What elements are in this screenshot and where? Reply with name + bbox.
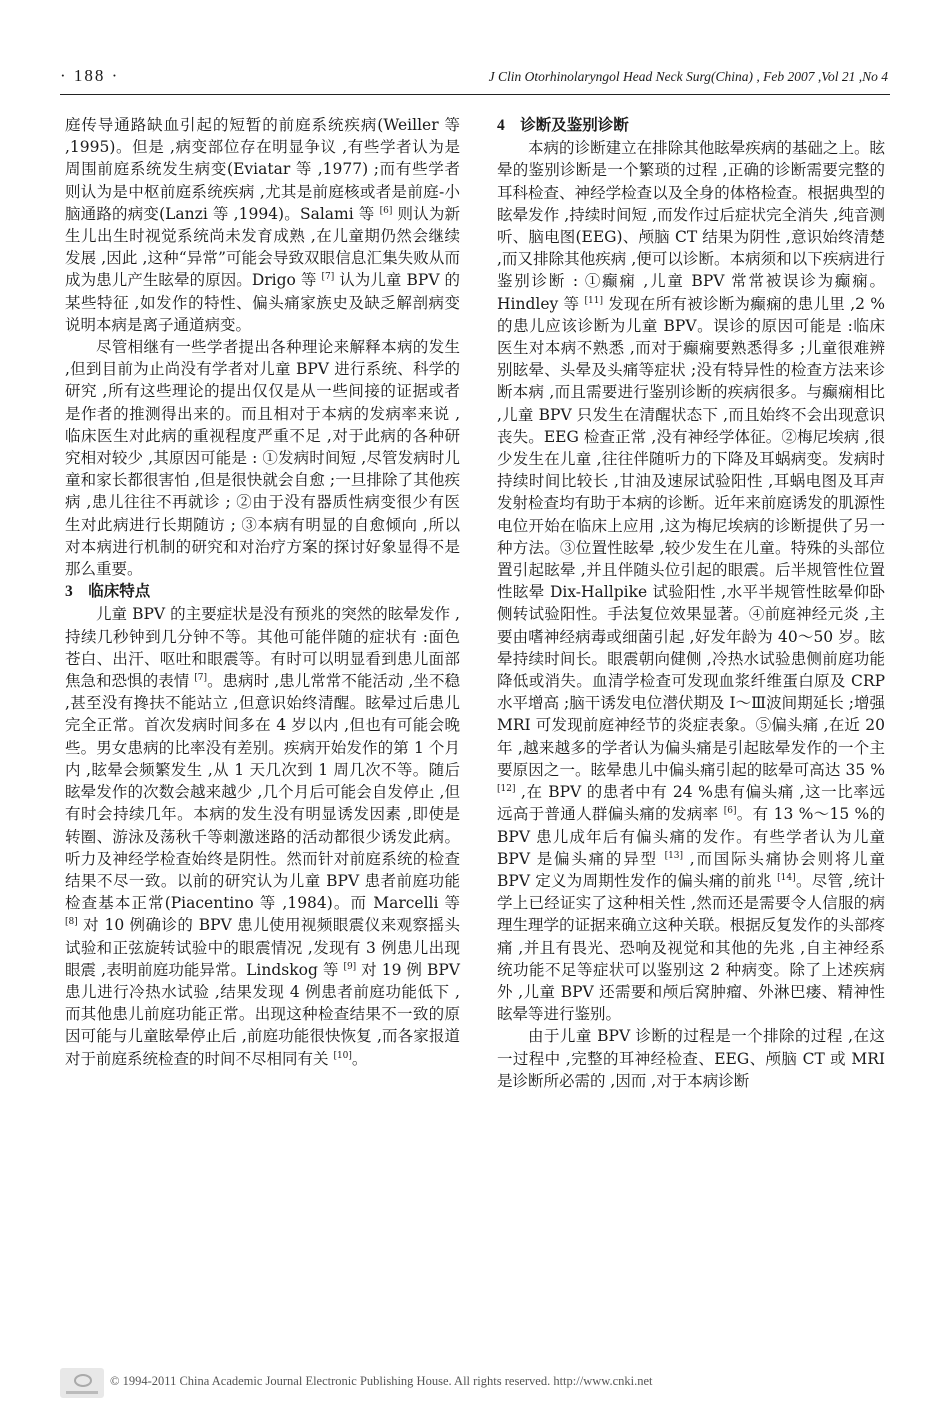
header-rule (60, 94, 890, 95)
reference-marker: [8] (65, 917, 78, 928)
section-heading (497, 114, 885, 137)
reference-marker: [10] (333, 1050, 352, 1061)
reference-marker: [6] (379, 205, 393, 216)
reference-marker: [7] (194, 672, 208, 683)
reference-marker: [14] (777, 872, 796, 883)
reference-marker: [13] (664, 850, 684, 861)
section-heading (65, 580, 460, 603)
section-title: 诊断及鉴别诊断 (520, 116, 629, 134)
journal-citation: J Clin Otorhinolaryngol Head Neck Surg(China) , Feb 2007 ,Vol 21 ,No 4 (488, 69, 888, 84)
right-column (497, 114, 885, 1092)
body-paragraph: 由于儿童 BPV 诊断的过程是一个排除的过程 ,在这一过程中 ,完整的耳神经检查、EEG、颅脑 CT 或 MRI 是诊断所必需的 ,因而 ,对于本病诊断 (497, 1027, 885, 1090)
section-title: 临床特点 (88, 582, 151, 601)
section-number: 3 (65, 583, 73, 601)
cnki-logo-icon (60, 1368, 104, 1398)
body-paragraph: 尽管相继有一些学者提出各种理论来解释本病的发生 ,但到目前为止尚没有学者对儿童 BPV 进行系统、科学的研究 ,所有这些理论的提出仅仅是从一些间接的证据或者是作者的推测得出来的。而且相对于本病的发病率来说 ,临床医生对此病的重视程度严重不足 ,对于此病的各种研究相对较少 ,其原因可能是 : ①发病时间短 ,尽管发病时儿童和家长都很害怕 ,但是很快就会自愈 ;一旦排除了其他疾病 ,患儿往往不再就诊 ; ②由于没有器质性病变很少有医生对此病进行长期随访 ; ③本病有明显的自愈倾向 ,所以对本病进行机制的研究和对治疗方案的探讨好象显得不是那么重要。 (65, 338, 460, 579)
reference-marker: [11] (584, 295, 603, 306)
copyright-text: © 1994-2011 China Academic Journal Electronic Publishing House. All rights reserved. http://www.cnki.net (110, 1374, 653, 1388)
page-footer (60, 1366, 890, 1402)
left-column (65, 114, 460, 1070)
reference-marker: [7] (321, 272, 335, 283)
body-paragraph: 庭传导通路缺血引起的短暂的前庭系统疾病(Weiller 等 ,1995)。但是 ,病变部位存在明显争议 ,有些学者认为是周围前庭系统发生病变(Eviatar 等 ,1977) ;而有些学者则认为是中枢前庭系统疾病 ,尤其是前庭核或者是前庭-小脑通路的病变(Lanzi 等 ,1994)。Salami 等 [6] 则认为新生儿出生时视觉系统尚未发育成熟 ,在儿童期仍然会继续发展 ,因此 ,这种“异常”可能会导致双眼信息汇集失败从而成为患儿产生眩晕的原因。Drigo 等 [7] 认为儿童 BPV 的某些特征 ,如发作的特性、偏头痛家族史及缺乏解剖病变说明本病是离子通道病变。 (65, 116, 461, 334)
reference-marker: [12] (497, 783, 516, 794)
reference-marker: [6] (723, 806, 737, 817)
section-number: 4 (497, 117, 505, 134)
page-number: · 188 · (60, 66, 120, 85)
reference-marker: [9] (343, 961, 357, 972)
body-paragraph: 本病的诊断建立在排除其他眩晕疾病的基础之上。眩晕的鉴别诊断是一个繁琐的过程 ,正确的诊断需要完整的耳科检查、神经学检查以及全身的体格检查。根据典型的眩晕发作 ,持续时间短 ,而发作过后症状完全消失 ,纯音测听、脑电图(EEG)、颅脑 CT 结果为阴性 ,意识始终清楚 ,而又排除其他疾病 ,便可以诊断。本病须和以下疾病进行鉴别诊断 : ①癫痫 ,儿童 BPV 常常被误诊为癫痫。Hindley 等 [11] 发现在所有被诊断为癫痫的患儿里 ,2 %的患儿应该诊断为儿童 BPV。误诊的原因可能是 :临床医生对本病不熟悉 ,而对于癫痫要熟悉得多 ;儿童很难辨别眩晕、头晕及头痛等症状 ;没有特异性的检查方法来诊断本病 ,而且需要进行鉴别诊断的疾病很多。与癫痫相比 ,儿童 BPV 只发生在清醒状态下 ,而且始终不会出现意识丧失。EEG 检查正常 ,没有神经学体征。②梅尼埃病 ,很少发生在儿童 ,往往伴随听力的下降及耳蜗病变。发病时持续时间比较长 ,甘油及速尿试验阳性 ,耳蜗电图及耳声发射检查均有助于本病的诊断。近年来前庭诱发的肌源性电位开始在临床上应用 ,这为梅尼埃病的诊断提供了另一种方法。③位置性眩晕 ,较少发生在儿童。特殊的头部位置引起眩晕 ,并且伴随头位引起的眼震。后半规管性位置性眩晕 Dix-Hallpike 试验阳性 ,水平半规管性眩晕仰卧侧转试验阳性。手法复位效果显著。④前庭神经元炎 ,主要由嗜神经病毒或细菌引起 ,好发年龄为 40～50 岁。眩晕持续时间长。眼震朝向健侧 ,冷热水试验患侧前庭功能降低或消失。血清学检查可发现血浆纤维蛋白原及 CRP 水平增高 ;脑干诱发电位潜伏期及 Ⅰ～Ⅲ波间期延长 ;增强 MRI 可发现前庭神经节的炎症表象。⑤偏头痛 ,在近 20 年 ,越来越多的学者认为偏头痛是引起眩晕发作的一个主要原因之一。眩晕患儿中偏头痛引起的眩晕可高达 35 % [12] ,在 BPV 的患者中有 24 %患有偏头痛 ,这一比率远远高于普通人群偏头痛的发病率 [6]。有 13 %～15 %的 BPV 患儿成年后有偏头痛的发作。有些学者认为儿童 BPV 是偏头痛的异型 [13] ,而国际头痛协会则将儿童 BPV 定义为周期性发作的偏头痛的前兆 [14]。尽管 ,统计学上已经证实了这种相关性 ,然而还是需要令人信服的病理生理学的证据来确立这种关联。根据反复发作的头部疼痛 ,并且有畏光、恐响及视觉和其他的先兆 ,自主神经系统功能不足等症状可以鉴别这 2 种病变。除了上述疾病外 ,儿童 BPV 还需要和颅后窝肿瘤、外淋巴瘘、精神性眩晕等进行鉴别。 (497, 139, 885, 1024)
body-paragraph: 儿童 BPV 的主要症状是没有预兆的突然的眩晕发作 ,持续几秒钟到几分钟不等。其他可能伴随的症状有 :面色苍白、出汗、呕吐和眼震等。有时可以明显看到患儿面部焦急和恐惧的表情 [7]。患病时 ,患儿常常不能活动 ,坐不稳 ,甚至没有搀扶不能站立 ,但意识始终清醒。眩晕过后患儿完全正常。首次发病时间多在 4 岁以内 ,但也有可能会晚些。男女患病的比率没有差别。疾病开始发作的第 1 个月内 ,眩晕会频繁发生 ,从 1 天几次到 1 周几次不等。随后眩晕发作的次数会越来越少 ,几个月后可能会自发停止 ,但有时会持续几年。本病的发生没有明显诱发因素 ,即使是转圈、游泳及荡秋千等刺激迷路的活动都很少诱发此病。听力及神经学检查始终是阴性。然而针对前庭系统的检查结果不尽一致。以前的研究认为儿童 BPV 患者前庭功能检查基本正常(Piacentino 等 ,1984)。而 Marcelli 等 [8] 对 10 例确诊的 BPV 患儿使用视频眼震仪来观察摇头试验和正弦旋转试验中的眼震情况 ,发现有 3 例患儿出现眼震 ,表明前庭功能异常。Lindskog 等 [9] 对 19 例 BPV 患儿进行冷热水试验 ,结果发现 4 例患者前庭功能低下 ,而其他患儿前庭功能正常。出现这种检查结果不一致的原因可能与儿童眩晕停止后 ,前庭功能很快恢复 ,而各家报道对于前庭系统检查的时间不尽相同有关 [10]。 (65, 605, 460, 1068)
